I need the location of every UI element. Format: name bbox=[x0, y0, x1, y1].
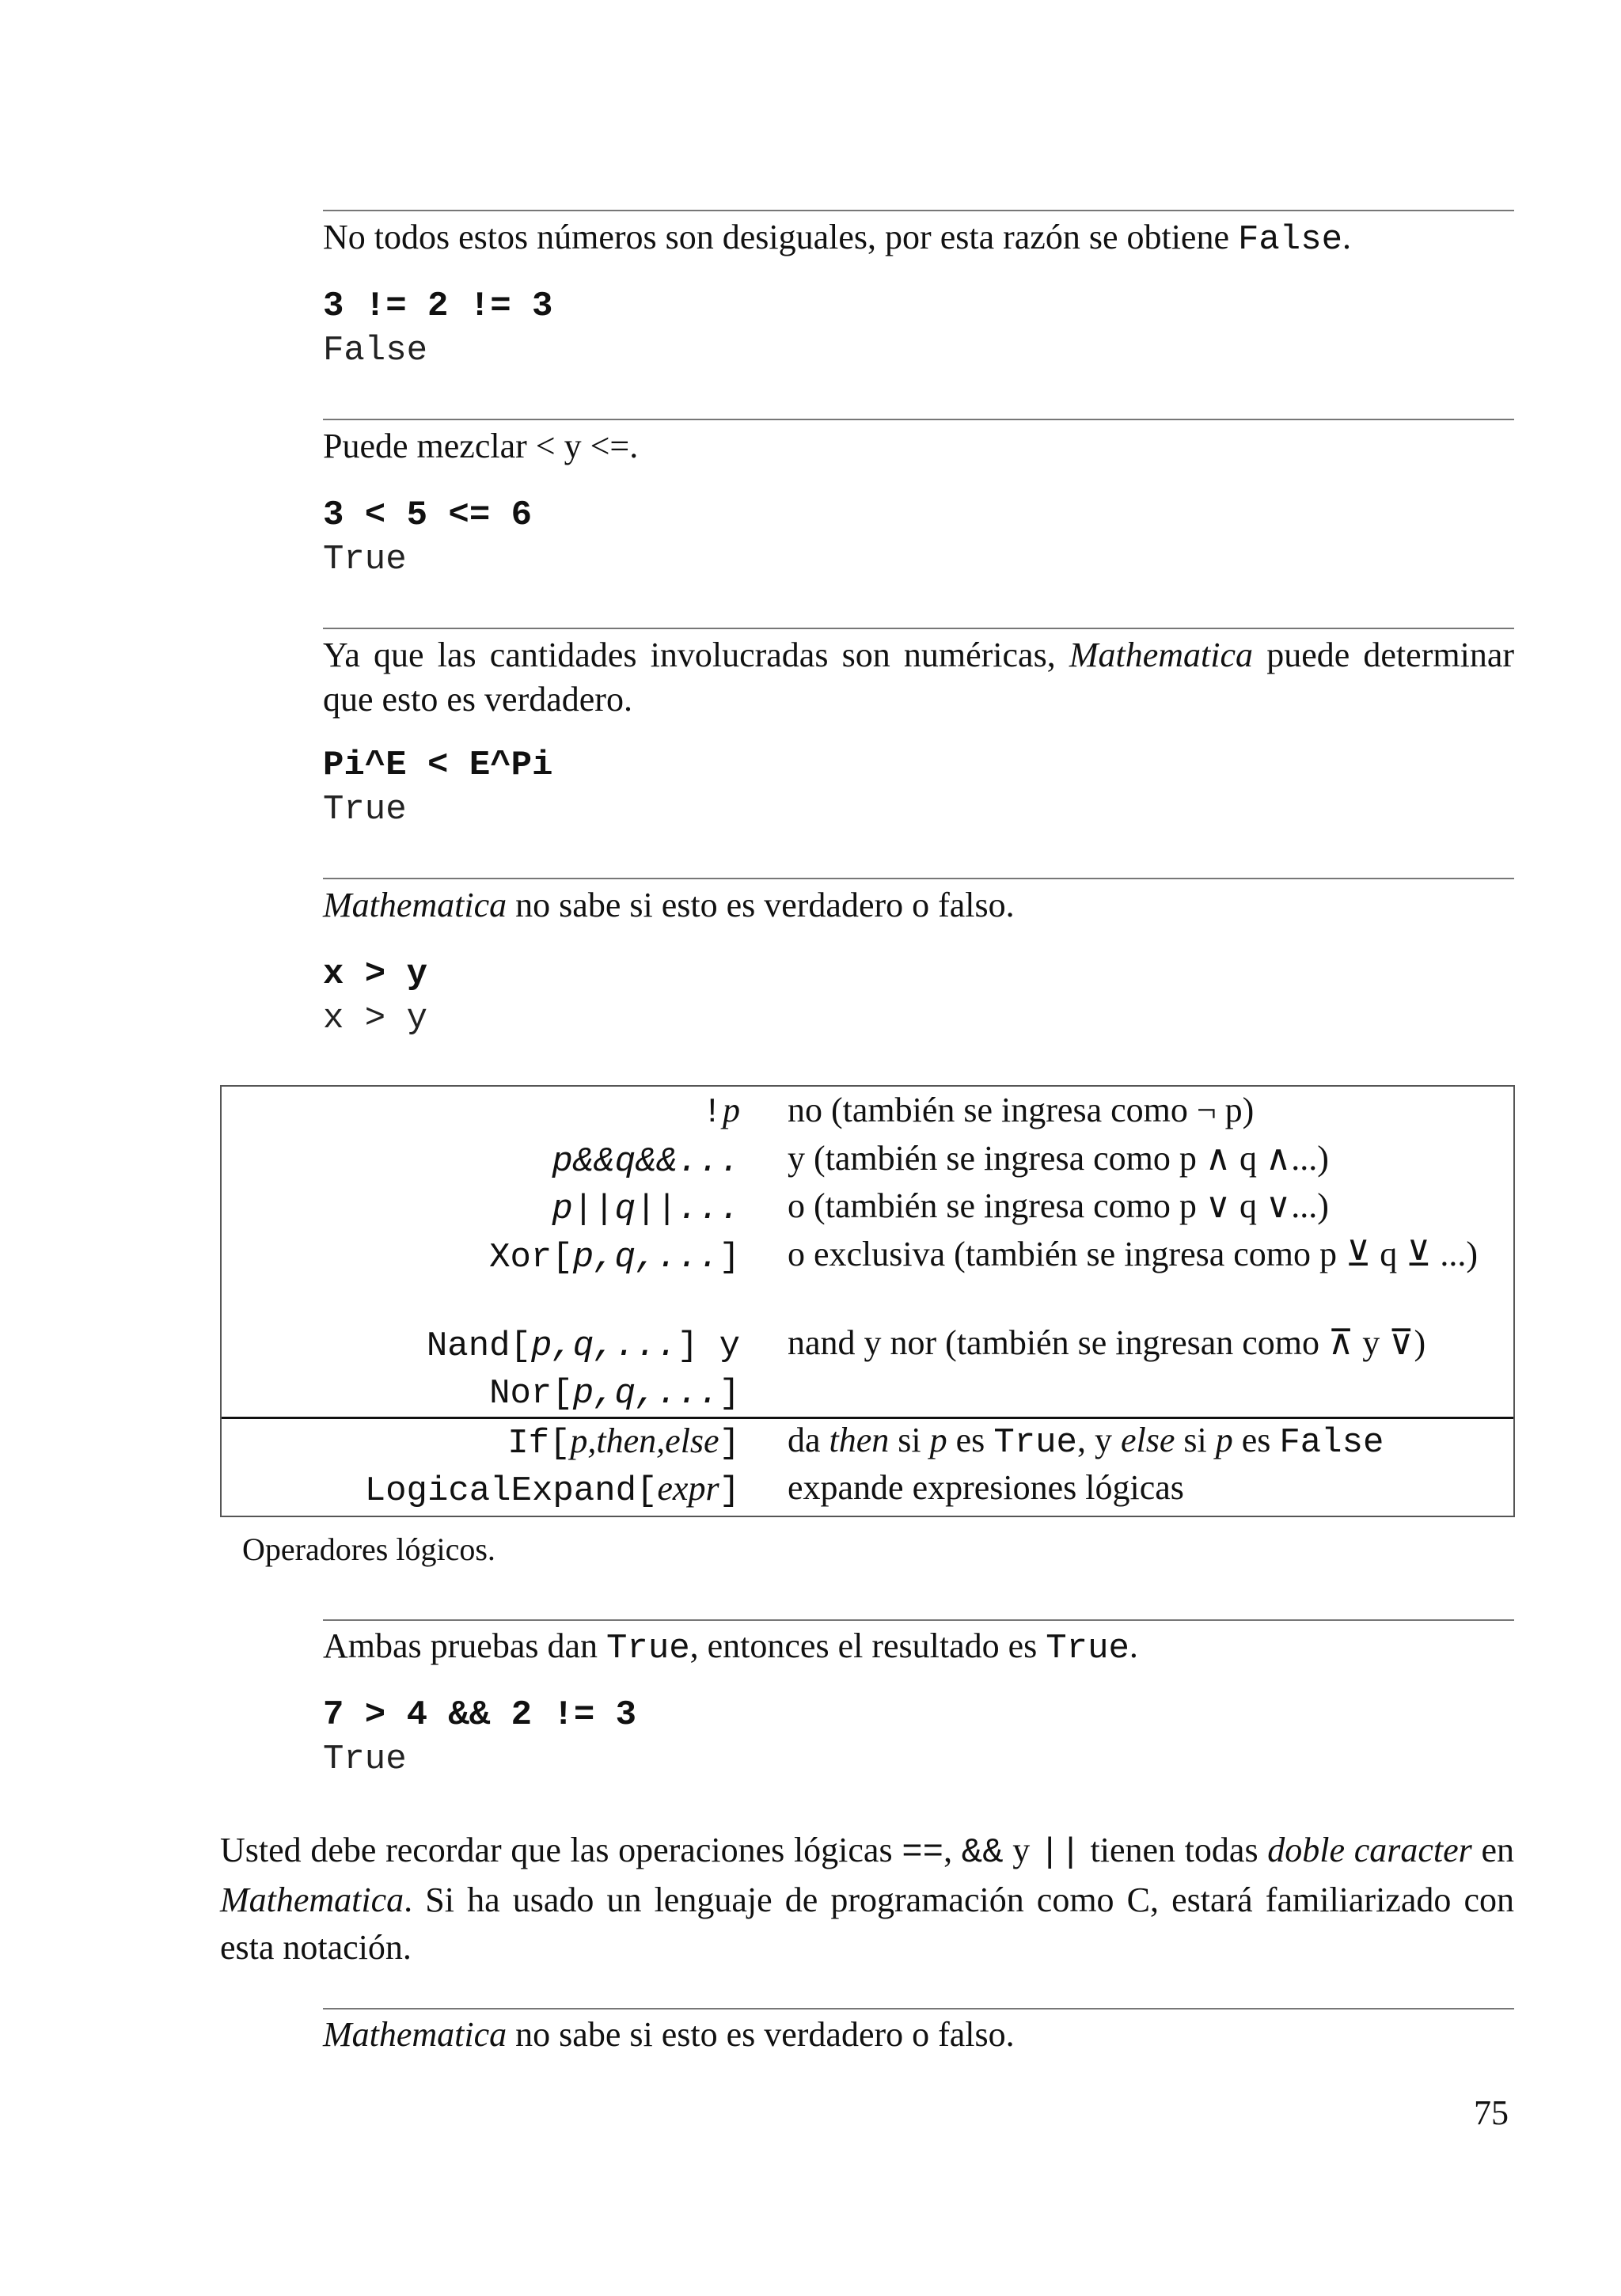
code-inline: || bbox=[1039, 1833, 1081, 1873]
desc-if bbox=[788, 1417, 1492, 1466]
desc-code: False bbox=[1279, 1423, 1384, 1463]
cmd-args: p,q,... bbox=[530, 1326, 678, 1366]
desc-part: si bbox=[1175, 1421, 1216, 1459]
cmd-part: If[ bbox=[507, 1424, 571, 1463]
code-inline: True bbox=[1046, 1629, 1129, 1668]
cmd-logicalexpand bbox=[365, 1465, 740, 1515]
desc-logicalexpand: expande expresiones lógicas bbox=[788, 1468, 1184, 1507]
cmd-var: p bbox=[723, 1091, 740, 1129]
cmd-args: p,q,... bbox=[572, 1374, 719, 1414]
page-number: 75 bbox=[1474, 2093, 1509, 2132]
desc-part: es bbox=[1232, 1421, 1280, 1459]
code-inline: False bbox=[1238, 220, 1343, 260]
desc-part: es bbox=[947, 1421, 994, 1459]
desc-and: y (también se ingresa como p ∧ q ∧...) bbox=[788, 1139, 1329, 1178]
desc-part: si bbox=[889, 1421, 930, 1459]
para-part: , bbox=[943, 1831, 962, 1869]
output-cell: True bbox=[323, 540, 407, 579]
input-cell[interactable]: 3 != 2 != 3 bbox=[323, 287, 553, 326]
desc-not: no (también se ingresa como ¬ p) bbox=[788, 1091, 1255, 1129]
divider bbox=[323, 878, 1514, 879]
input-cell[interactable]: 3 < 5 <= 6 bbox=[323, 495, 533, 535]
note-text-part: Ya que las cantidades involucradas son numéricas, bbox=[323, 636, 1069, 674]
cmd-part: Nor[ bbox=[489, 1374, 573, 1414]
note-italic: Mathematica bbox=[323, 886, 507, 924]
divider bbox=[323, 419, 1514, 420]
cmd-part: Nand[ bbox=[426, 1326, 531, 1366]
cmd-part: ! bbox=[701, 1093, 723, 1133]
note-text-part: , entonces el resultado es bbox=[689, 1626, 1046, 1665]
desc-nand: nand y nor (también se ingresan como ⊼ y ⊽) bbox=[788, 1323, 1426, 1362]
output-cell: True bbox=[323, 1740, 407, 1779]
para-italic: doble caracter bbox=[1267, 1831, 1472, 1869]
cmd-part: Xor[ bbox=[489, 1238, 573, 1277]
code-inline: True bbox=[606, 1629, 690, 1668]
desc-italic: p bbox=[929, 1421, 947, 1459]
note-text: Puede mezclar < y <=. bbox=[323, 427, 639, 465]
cmd-part: p||q||... bbox=[552, 1190, 740, 1229]
note-text-part: Ambas pruebas dan bbox=[323, 1626, 607, 1665]
cmd-not bbox=[702, 1087, 740, 1137]
note-text-part: No todos estos números son desiguales, por esta razón se obtiene bbox=[323, 218, 1238, 256]
para-part: Usted debe recordar que las operaciones lógicas bbox=[220, 1831, 902, 1869]
para-part: . Si ha usado un lenguaje de programación como C, estará familiarizado con esta notación. bbox=[220, 1880, 1514, 1967]
note-text bbox=[323, 1624, 1514, 1671]
table-caption: Operadores lógicos. bbox=[242, 1531, 495, 1567]
output-cell: x > y bbox=[323, 999, 428, 1038]
cmd-nand bbox=[427, 1320, 740, 1370]
cmd-part: ] bbox=[719, 1471, 740, 1511]
cmd-part: ] bbox=[719, 1238, 740, 1277]
note-text bbox=[323, 215, 1514, 262]
para-part: tienen todas bbox=[1080, 1831, 1268, 1869]
cmd-part: ] y bbox=[677, 1326, 740, 1366]
cmd-part: ] bbox=[719, 1374, 740, 1414]
note-text bbox=[323, 633, 1514, 722]
body-paragraph bbox=[220, 1827, 1514, 1972]
cmd-args: expr bbox=[657, 1469, 719, 1508]
cmd-part: p&&q&&... bbox=[552, 1142, 740, 1182]
desc-part: , y bbox=[1076, 1421, 1121, 1459]
cmd-and bbox=[552, 1136, 740, 1186]
desc-italic: then bbox=[829, 1421, 890, 1459]
note-text bbox=[323, 883, 1514, 928]
input-cell[interactable]: 7 > 4 && 2 != 3 bbox=[323, 1695, 637, 1735]
note-text-part: . bbox=[1129, 1626, 1138, 1665]
para-part: y bbox=[1003, 1831, 1039, 1869]
note-text-part: puede determinar que esto es verdadero. bbox=[323, 636, 1514, 719]
cmd-args: p,then,else bbox=[570, 1421, 719, 1460]
logical-operators-table bbox=[220, 1085, 1515, 1517]
divider bbox=[323, 210, 1514, 211]
code-inline: && bbox=[961, 1833, 1004, 1873]
para-part: en bbox=[1471, 1831, 1515, 1869]
output-cell: False bbox=[323, 331, 428, 370]
input-cell[interactable]: Pi^E < E^Pi bbox=[323, 746, 553, 785]
note-text-part: . bbox=[1342, 218, 1352, 256]
divider bbox=[323, 2008, 1514, 2009]
cmd-or bbox=[552, 1183, 740, 1233]
note-italic: Mathematica bbox=[323, 2015, 507, 2054]
note-text-part: no sabe si esto es verdadero o falso. bbox=[507, 2015, 1015, 2054]
cmd-part: ] bbox=[719, 1424, 740, 1463]
cmd-args: p,q,... bbox=[572, 1238, 719, 1277]
note-text bbox=[323, 2013, 1514, 2057]
divider bbox=[323, 628, 1514, 629]
desc-italic: else bbox=[1120, 1421, 1175, 1459]
desc-italic: p bbox=[1215, 1421, 1233, 1459]
input-cell[interactable]: x > y bbox=[323, 954, 428, 994]
code-inline: == bbox=[902, 1833, 944, 1873]
desc-xor: o exclusiva (también se ingresa como p ⊻ q ⊻ ...) bbox=[788, 1235, 1479, 1273]
cmd-xor bbox=[489, 1231, 740, 1281]
divider bbox=[323, 1619, 1514, 1621]
desc-or: o (también se ingresa como p ∨ q ∨...) bbox=[788, 1186, 1329, 1225]
desc-part: da bbox=[788, 1421, 829, 1459]
note-text-part: no sabe si esto es verdadero o falso. bbox=[507, 886, 1015, 924]
cmd-part: LogicalExpand[ bbox=[364, 1471, 658, 1511]
cmd-nor bbox=[489, 1368, 740, 1417]
para-italic: Mathematica bbox=[220, 1880, 404, 1919]
note-italic: Mathematica bbox=[1069, 636, 1254, 674]
desc-code: True bbox=[993, 1423, 1077, 1463]
output-cell: True bbox=[323, 790, 407, 829]
cmd-if bbox=[507, 1417, 740, 1467]
